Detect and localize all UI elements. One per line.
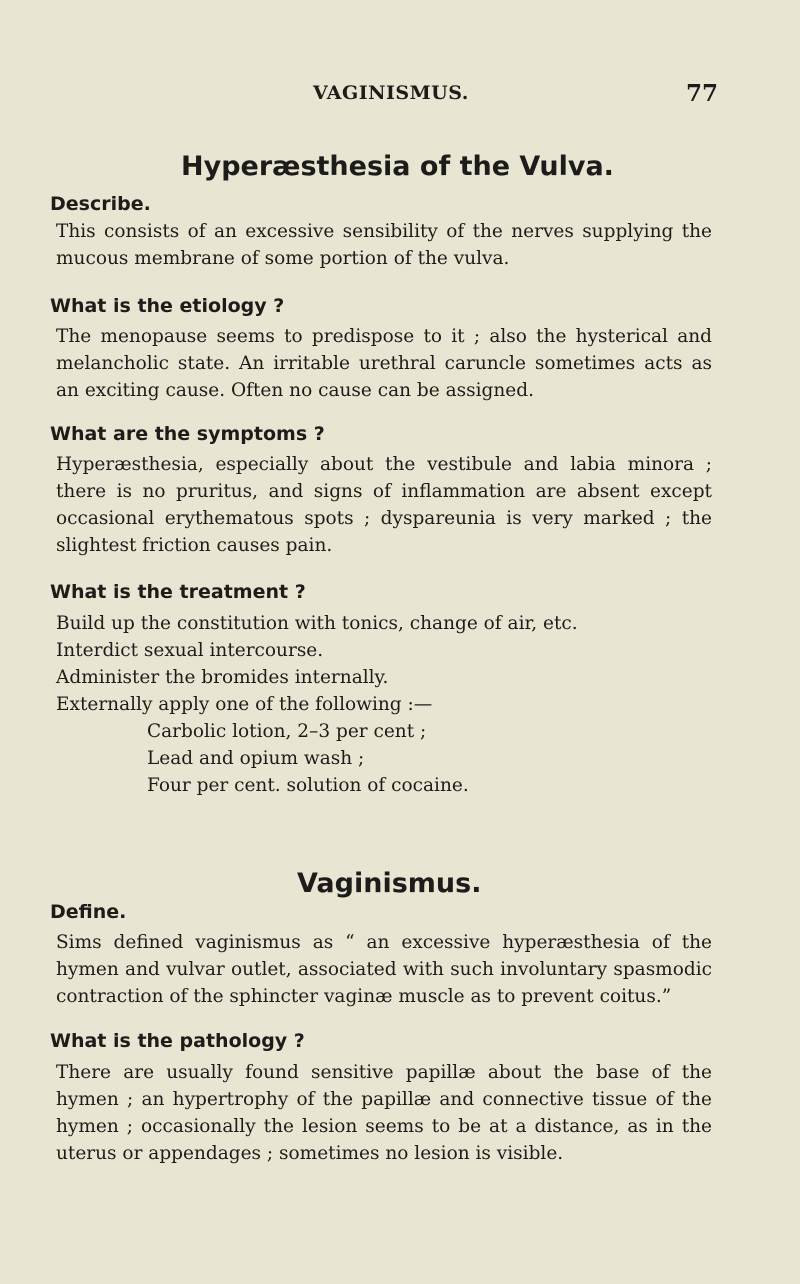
answer-define	[56, 929, 712, 1010]
answer-describe	[56, 218, 712, 272]
question-pathology: What is the pathology ?	[50, 1030, 305, 1052]
section-title-vaginismus: Vaginismus.	[297, 868, 482, 899]
page-number: 77	[686, 80, 719, 107]
text-line: uterus or appendages ; sometimes no lesion is visible.	[56, 1143, 564, 1164]
text-line: an exciting cause. Often no cause can be assigned.	[56, 380, 534, 401]
section-title-hyperaesthesia: Hyperæsthesia of the Vulva.	[181, 151, 614, 182]
text-line: occasional erythematous spots ; dyspareunia is very marked ; the	[56, 508, 712, 529]
question-etiology: What is the etiology ?	[50, 295, 285, 317]
question-define: Define.	[50, 901, 127, 923]
text-line: There are usually found sensitive papillæ about the base of the	[56, 1062, 712, 1083]
text-line: Externally apply one of the following :—	[56, 694, 433, 715]
text-line: The menopause seems to predispose to it ; also the hysterical and	[56, 326, 712, 347]
running-head: VAGINISMUS.	[313, 82, 469, 104]
text-line: hymen ; occasionally the lesion seems to be at a distance, as in the	[56, 1116, 712, 1137]
text-line: Sims defined vaginismus as “ an excessive hyperæsthesia of the	[56, 932, 712, 953]
text-line: Build up the constitution with tonics, change of air, etc.	[56, 613, 578, 634]
answer-etiology	[56, 323, 712, 404]
text-line: hymen ; an hypertrophy of the papillæ and connective tissue of the	[56, 1089, 712, 1110]
text-line: Hyperæsthesia, especially about the vestibule and labia minora ;	[56, 454, 712, 475]
text-line: This consists of an excessive sensibility of the nerves supplying the	[56, 221, 712, 242]
text-line: there is no pruritus, and signs of inflammation are absent except	[56, 481, 712, 502]
text-line: mucous membrane of some portion of the vulva.	[56, 248, 510, 269]
answer-pathology	[56, 1059, 712, 1167]
text-line: slightest friction causes pain.	[56, 535, 333, 556]
remedy-item: Four per cent. solution of cocaine.	[147, 775, 469, 796]
question-describe: Describe.	[50, 193, 151, 215]
remedy-item: Lead and opium wash ;	[147, 748, 365, 769]
text-line: hymen and vulvar outlet, associated with such involuntary spasmodic	[56, 959, 712, 980]
question-treatment: What is the treatment ?	[50, 581, 306, 603]
text-line: contraction of the sphincter vaginæ muscle as to prevent coitus.”	[56, 986, 672, 1007]
text-line: Administer the bromides internally.	[56, 667, 389, 688]
answer-treatment	[56, 610, 712, 799]
text-line: Interdict sexual intercourse.	[56, 640, 324, 661]
answer-symptoms	[56, 451, 712, 559]
question-symptoms: What are the symptoms ?	[50, 423, 325, 445]
remedy-item: Carbolic lotion, 2–3 per cent ;	[147, 721, 427, 742]
text-line: melancholic state. An irritable urethral caruncle sometimes acts as	[56, 353, 712, 374]
